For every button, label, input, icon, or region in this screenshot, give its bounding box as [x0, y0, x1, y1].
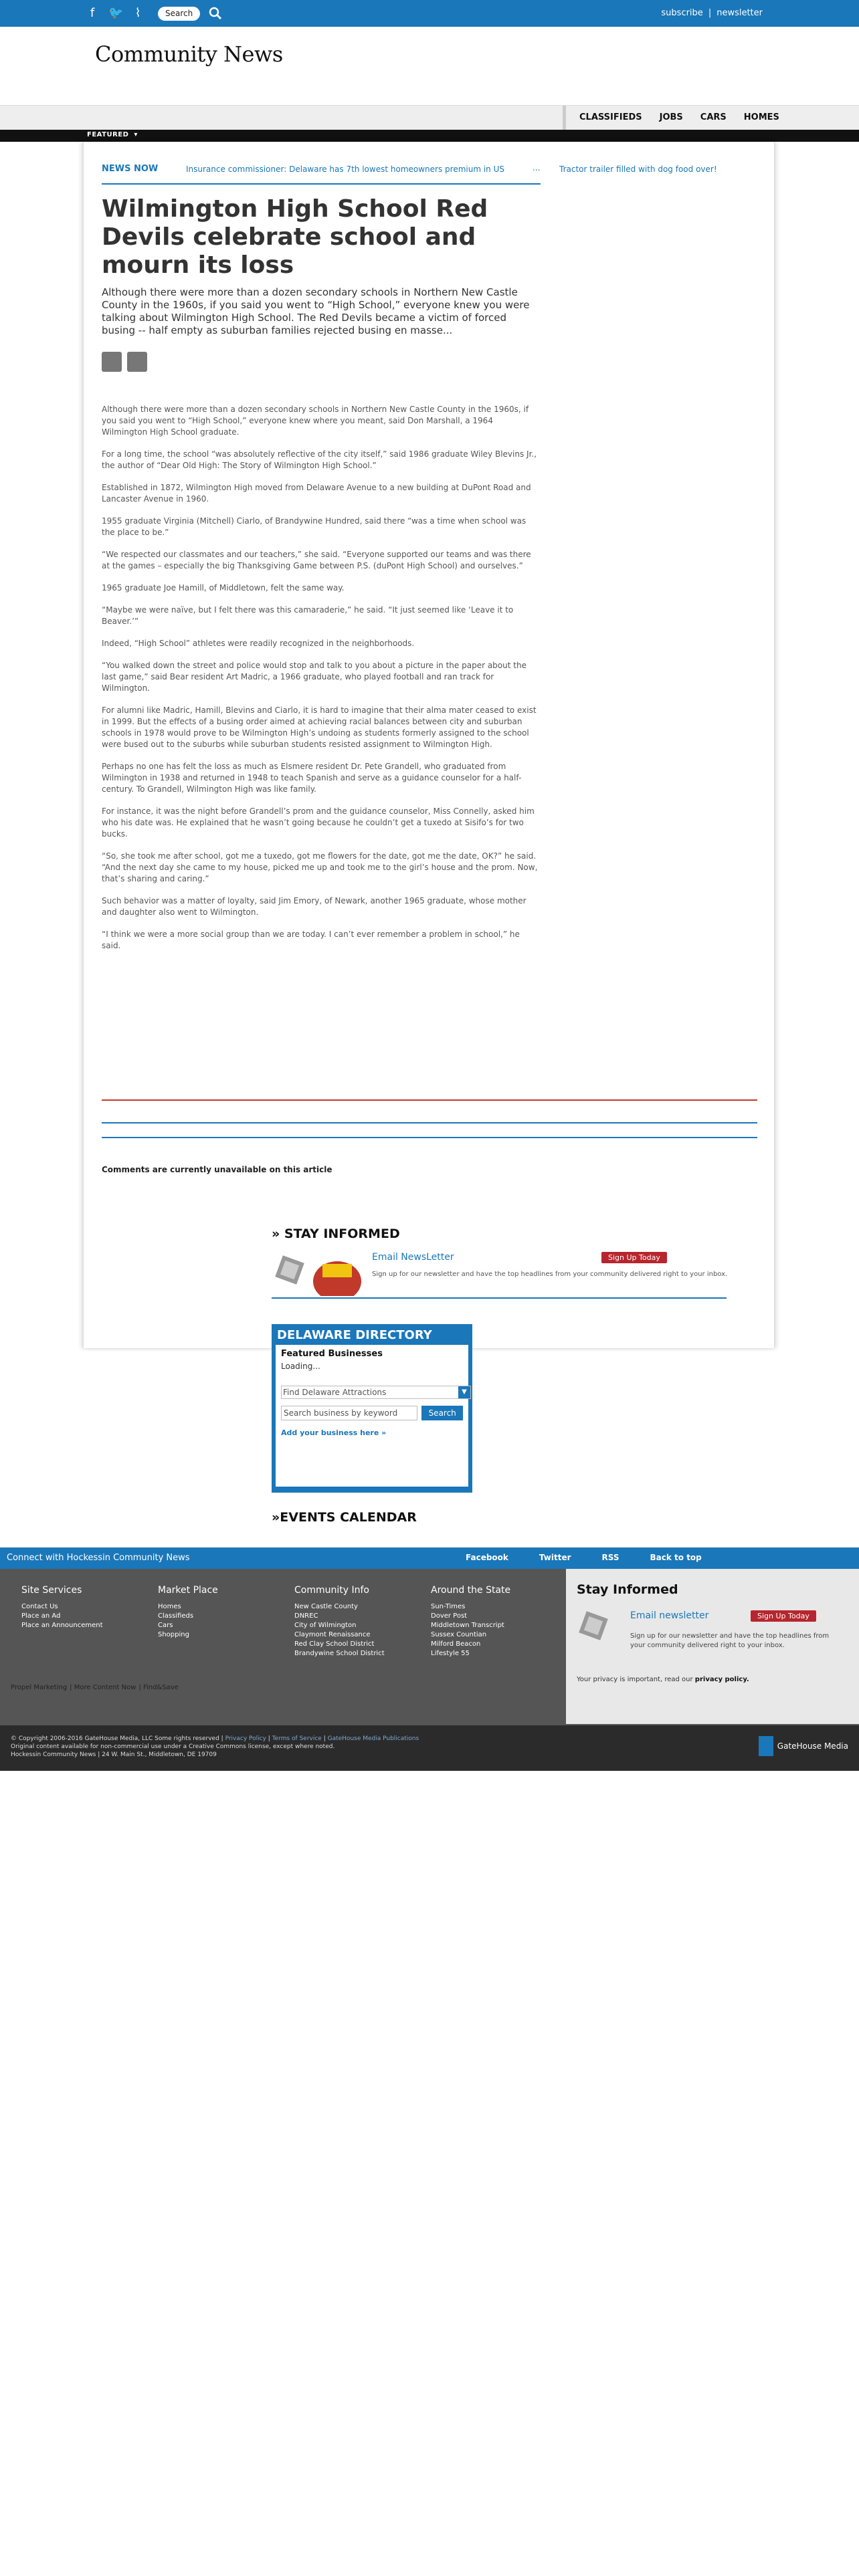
nav-homes[interactable]: HOMES — [743, 112, 779, 122]
footer-link[interactable]: Lifestyle 55 — [431, 1650, 470, 1657]
partner-link[interactable]: Find&Save — [143, 1684, 179, 1691]
article-body — [102, 404, 541, 962]
footer-link[interactable]: Homes — [158, 1603, 181, 1610]
newsletter-link[interactable]: newsletter — [717, 8, 763, 18]
divider-rule — [102, 1099, 757, 1101]
connect-bar — [0, 1547, 859, 1569]
connect-text: Connect with Hockessin Community News — [7, 1553, 190, 1563]
attractions-select[interactable] — [281, 1386, 471, 1399]
directory-search-row — [281, 1406, 463, 1420]
article-paragraph: “I think we were a more social group than we are today. I can’t ever remember a problem in school,” he said. — [102, 930, 520, 950]
main-nav — [579, 111, 779, 124]
nav-band — [0, 105, 859, 130]
facebook-icon[interactable]: f — [90, 6, 95, 20]
article-paragraph: Perhaps no one has felt the loss as much as Elsmere resident Dr. Pete Grandell, who graduated from Wilmington in 1938 and returned in 1948 to teach Spanish and serve as a guidance counselor for a half-century. To Grandell, Wilmington High was like family. — [102, 762, 522, 794]
divider-rule — [102, 1137, 757, 1138]
address-text: Hockessin Community News | 24 W. Main St., Middletown, DE 19709 — [11, 1751, 217, 1758]
footer-link[interactable]: Contact Us — [21, 1603, 58, 1610]
footer-heading: Site Services — [21, 1585, 82, 1596]
chevron-down-icon: ▾ — [134, 131, 138, 138]
signup-button[interactable]: Sign Up Today — [601, 1252, 667, 1263]
magnifier-icon[interactable] — [208, 6, 223, 21]
article-paragraph: For instance, it was the night before Grandell’s prom and the guidance counselor, Miss Connelly, asked him who his date was. He explained that he wasn’t going because he couldn’t get a tuxedo at Sisifo’s for two bucks. — [102, 807, 535, 839]
newsletter-stamp-icon — [577, 1609, 610, 1642]
footer-heading: Community Info — [294, 1585, 369, 1596]
footer-stay-informed-title: Stay Informed — [577, 1582, 678, 1597]
share-tools — [102, 352, 147, 372]
events-calendar-title: EVENTS CALENDAR — [280, 1510, 417, 1525]
email-icon[interactable] — [102, 352, 122, 372]
article-paragraph: 1955 graduate Virginia (Mitchell) Ciarlo, of Brandywine Hundred, said there “was a time when school was the place to be.” — [102, 516, 527, 537]
article-paragraph: 1965 graduate Joe Hamill, of Middletown, felt the same way. — [102, 583, 345, 593]
ticker-more[interactable]: ... — [533, 163, 541, 173]
back-to-top-link[interactable]: Back to top — [650, 1553, 702, 1562]
business-search-input[interactable]: Search business by keyword — [281, 1406, 417, 1420]
directory-title: DELAWARE DIRECTORY — [277, 1328, 432, 1342]
privacy-note — [577, 1676, 749, 1683]
footer-link[interactable]: Cars — [158, 1622, 173, 1629]
email-newsletter-link[interactable]: Email NewsLetter — [372, 1252, 454, 1263]
article-paragraph: Such behavior was a matter of loyalty, said Jim Emory, of Newark, another 1965 graduate, whose mother and daughter also went to Wilmington. — [102, 896, 527, 917]
business-search-button[interactable]: Search — [421, 1406, 463, 1420]
license-text: Original content available for non-commercial use under a Creative Commons license, except where noted. — [11, 1743, 335, 1750]
article-paragraph: For alumni like Madric, Hamill, Blevins and Ciarlo, it is hard to imagine that their alma mater ceased to exist in 1999. But the effects of a busing order aimed at achieving racial balances between city and suburban schools in 1978 would prove to be Wilmington High’s undoing as students formerly assigned to the school were bused out to the suburbs while suburban students resisted assignment to Wilmington High. — [102, 706, 537, 749]
article-deck: Although there were more than a dozen secondary schools in Northern New Castle County in the 1960s, if you said you went to “High School,” everyone knew you were talking about Wilmington High School. The Red Devils became a victim of forced busing -- half empty as suburban families rejected busing en masse... — [102, 286, 530, 336]
footer-stay-informed — [566, 1569, 859, 1724]
newsletter-stamp-icon — [273, 1253, 306, 1287]
top-bar — [0, 0, 859, 27]
gatehouse-logo[interactable] — [759, 1736, 848, 1756]
article-paragraph: “We respected our classmates and our teachers,” she said. “Everyone supported our teams and was there at the games – especially the big Thanksgiving Game between P.S. (duPont High School) and ourselves.” — [102, 550, 531, 570]
add-business-link[interactable]: Add your business here » — [281, 1428, 387, 1437]
twitter-link[interactable]: Twitter — [539, 1553, 571, 1562]
ticker-item[interactable]: Tractor trailer filled with dog food over! — [559, 165, 717, 174]
rss-icon[interactable]: ⌇ — [134, 6, 141, 20]
chevron-down-icon: ▼ — [458, 1386, 470, 1398]
connect-links — [466, 1553, 702, 1562]
footer-newsletter-description: Sign up for our newsletter and have the top headlines from your community delivered right to your inbox. — [630, 1632, 830, 1649]
nav-cars[interactable]: CARS — [700, 112, 727, 122]
footer-column-around-the-state — [431, 1585, 510, 1658]
footer-link[interactable]: New Castle County — [294, 1603, 358, 1610]
nav-jobs[interactable]: JOBS — [659, 112, 683, 122]
footer-link[interactable]: Brandywine School District — [294, 1650, 385, 1657]
copyright-text: © Copyright 2006-2016 GateHouse Media, LLC Some rights reserved | Privacy Policy | Terms of Service | GateHouse Media Publications Original content available for non-commercial use under a Creative Commons license, except where noted. Hockessin Community News | 24 W. Main St., Middletown, DE 19709 — [11, 1735, 419, 1758]
partner-link[interactable]: Propel Marketing — [11, 1684, 68, 1691]
social-links — [86, 7, 145, 20]
nav-divider — [563, 106, 566, 130]
article-paragraph: Although there were more than a dozen secondary schools in Northern New Castle County in the 1960s, if you said you went to “High School,” everyone knew where you meant, said Don Marshall, a 1964 Wilmington High School graduate. — [102, 405, 529, 437]
nav-classifieds[interactable]: CLASSIFIEDS — [579, 112, 642, 122]
featured-bar — [0, 130, 859, 142]
featured-businesses-heading: Featured Businesses — [281, 1349, 383, 1359]
article-paragraph: “So, she took me after school, got me a tuxedo, got me flowers for the date, got me the date, OK?” he said. “And the next day she came to my house, picked me up and took me to the girl’s house and the prom. Now, that’s sharing and caring.” — [102, 851, 538, 883]
footer-link[interactable]: Claymont Renaissance — [294, 1631, 371, 1638]
ticker-item[interactable]: Insurance commissioner: Delaware has 7th lowest homeowners premium in US — [186, 165, 504, 174]
rss-link[interactable]: RSS — [601, 1553, 619, 1562]
footer-link[interactable]: Sun-Times — [431, 1603, 466, 1610]
footer-column-site-services — [21, 1585, 103, 1630]
footer-column-market-place — [158, 1585, 218, 1640]
article-headline: Wilmington High School Red Devils celebrate school and mourn its loss — [102, 195, 488, 279]
newsletter-signup — [272, 1248, 727, 1299]
terms-link[interactable]: Terms of Service — [272, 1735, 322, 1742]
article-paragraph: “Maybe we were naïve, but I felt there was this camaraderie,” he said. “It just seemed like ‘Leave it to Beaver.’” — [102, 605, 514, 626]
footer-email-newsletter-link[interactable]: Email newsletter — [630, 1610, 709, 1621]
privacy-policy-link[interactable]: privacy policy. — [694, 1676, 749, 1683]
partner-link[interactable]: More Content Now — [74, 1684, 136, 1691]
subscribe-link[interactable]: subscribe — [661, 8, 703, 18]
stay-informed-heading: » STAY INFORMED — [272, 1226, 400, 1241]
newsletter-description: Sign up for our newsletter and have the top headlines from your community delivered right to your inbox. — [372, 1271, 728, 1278]
comments-notice: Comments are currently unavailable on this article — [102, 1165, 332, 1174]
featured-label: FEATURED — [87, 131, 129, 138]
footer-link[interactable]: Red Clay School District — [294, 1640, 375, 1648]
footer-link[interactable]: City of Wilmington — [294, 1622, 357, 1629]
footer-column-community-info — [294, 1585, 385, 1658]
privacy-policy-link[interactable]: Privacy Policy — [225, 1735, 266, 1742]
site-logo[interactable]: Community News — [95, 41, 283, 67]
copyright-notice: © Copyright 2006-2016 GateHouse Media, LLC Some rights reserved — [11, 1735, 219, 1742]
footer-link[interactable]: Shopping — [158, 1631, 189, 1638]
article-paragraph: For a long time, the school “was absolutely reflective of the city itself,” said 1986 graduate Wiley Blevins Jr., the author of “Dear Old High: The Story of Wilmington High School.” — [102, 449, 537, 470]
search-button[interactable]: Search — [158, 7, 200, 21]
directory-panel — [276, 1345, 468, 1487]
divider-rule — [102, 1122, 757, 1123]
partner-links: Propel Marketing | More Content Now | Find&Save — [11, 1684, 179, 1691]
footer-link[interactable]: Middletown Transcript — [431, 1622, 504, 1629]
footer-link[interactable]: Dover Post — [431, 1612, 468, 1620]
newspaper-icon — [310, 1255, 364, 1296]
copyright-bar — [0, 1725, 859, 1771]
events-calendar-heading: »EVENTS CALENDAR — [272, 1510, 417, 1525]
link-separator: | — [708, 8, 712, 18]
gatehouse-name: GateHouse Media — [777, 1741, 848, 1751]
publications-link[interactable]: GateHouse Media Publications — [327, 1735, 419, 1742]
footer-link[interactable]: Place an Ad — [21, 1612, 61, 1620]
footer-link[interactable]: Sussex Countian — [431, 1631, 487, 1638]
footer-link[interactable]: Milford Beacon — [431, 1640, 481, 1648]
article-paragraph: “You walked down the street and police would stop and talk to you about a picture in the paper about the last game,” said Bear resident Art Madric, a 1966 graduate, who played football and ran track for Wilmington. — [102, 661, 527, 693]
featured-toggle[interactable] — [87, 131, 138, 138]
article-paragraph: Established in 1872, Wilmington High moved from Delaware Avenue to a new building at DuPont Road and Lancaster Avenue in 1960. — [102, 483, 531, 504]
footer-signup-button[interactable]: Sign Up Today — [751, 1610, 816, 1622]
twitter-icon[interactable]: 🐦 — [108, 6, 124, 20]
loading-text: Loading... — [281, 1362, 320, 1371]
account-links — [658, 7, 765, 20]
footer-link[interactable]: Classifieds — [158, 1612, 194, 1620]
facebook-link[interactable]: Facebook — [466, 1553, 508, 1562]
news-now-label: NEWS NOW — [102, 164, 159, 174]
footer-heading: Market Place — [158, 1585, 218, 1596]
attractions-select-value: Find Delaware Attractions — [283, 1388, 387, 1397]
footer-heading: Around the State — [431, 1585, 511, 1596]
privacy-text: Your privacy is important, read our — [577, 1676, 693, 1683]
print-icon[interactable] — [127, 352, 147, 372]
footer-link[interactable]: DNREC — [294, 1612, 318, 1620]
stay-informed-title: STAY INFORMED — [284, 1226, 400, 1241]
article-paragraph: Indeed, “High School” athletes were readily recognized in the neighborhoods. — [102, 639, 415, 648]
news-now-ticker — [102, 160, 541, 185]
delaware-directory — [272, 1324, 472, 1493]
footer-link[interactable]: Place an Announcement — [21, 1622, 103, 1629]
gatehouse-icon — [759, 1736, 773, 1756]
